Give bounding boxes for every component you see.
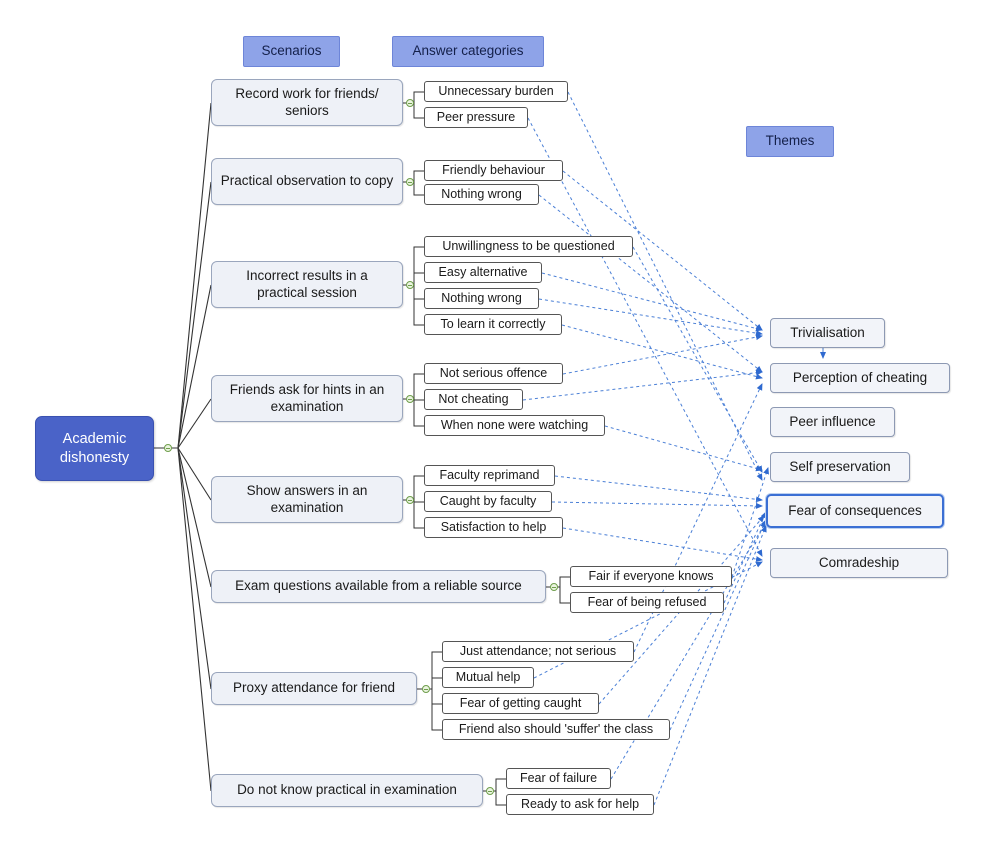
- answer-node[interactable]: Caught by faculty: [424, 491, 552, 512]
- answer-node[interactable]: When none were watching: [424, 415, 605, 436]
- answer-node[interactable]: Friendly behaviour: [424, 160, 563, 181]
- answer-node[interactable]: Satisfaction to help: [424, 517, 563, 538]
- answer-node[interactable]: Unwillingness to be questioned: [424, 236, 633, 257]
- scenario-node[interactable]: Exam questions available from a reliable source: [211, 570, 546, 603]
- theme-node[interactable]: Peer influence: [770, 407, 895, 437]
- collapse-dot-scenario-7[interactable]: [422, 685, 430, 693]
- answer-node[interactable]: Fear of getting caught: [442, 693, 599, 714]
- theme-node[interactable]: Perception of cheating: [770, 363, 950, 393]
- theme-node[interactable]: Comradeship: [770, 548, 948, 578]
- root-node-academic-dishonesty[interactable]: Academic dishonesty: [35, 416, 154, 481]
- answer-node[interactable]: Not cheating: [424, 389, 523, 410]
- collapse-dot-scenario-8[interactable]: [486, 787, 494, 795]
- answer-node[interactable]: Unnecessary burden: [424, 81, 568, 102]
- theme-node-selected[interactable]: Fear of consequences: [766, 494, 944, 528]
- scenario-node[interactable]: Do not know practical in examination: [211, 774, 483, 807]
- answer-node[interactable]: Fear of failure: [506, 768, 611, 789]
- answer-node[interactable]: To learn it correctly: [424, 314, 562, 335]
- collapse-dot-scenario-1[interactable]: [406, 99, 414, 107]
- answer-node[interactable]: Just attendance; not serious: [442, 641, 634, 662]
- collapse-dot-scenario-2[interactable]: [406, 178, 414, 186]
- answer-node[interactable]: Easy alternative: [424, 262, 542, 283]
- answer-node[interactable]: Not serious offence: [424, 363, 563, 384]
- collapse-dot-root[interactable]: [164, 444, 172, 452]
- answer-node[interactable]: Mutual help: [442, 667, 534, 688]
- answer-node[interactable]: Ready to ask for help: [506, 794, 654, 815]
- scenario-node[interactable]: Proxy attendance for friend: [211, 672, 417, 705]
- scenario-node[interactable]: Record work for friends/ seniors: [211, 79, 403, 126]
- answer-node[interactable]: Friend also should 'suffer' the class: [442, 719, 670, 740]
- legend-chip-themes: Themes: [746, 126, 834, 157]
- collapse-dot-scenario-6[interactable]: [550, 583, 558, 591]
- legend-chip-scenarios: Scenarios: [243, 36, 340, 67]
- scenario-node[interactable]: Friends ask for hints in an examination: [211, 375, 403, 422]
- collapse-dot-scenario-4[interactable]: [406, 395, 414, 403]
- scenario-node[interactable]: Incorrect results in a practical session: [211, 261, 403, 308]
- theme-node[interactable]: Self preservation: [770, 452, 910, 482]
- answer-node[interactable]: Nothing wrong: [424, 184, 539, 205]
- collapse-dot-scenario-3[interactable]: [406, 281, 414, 289]
- answer-node[interactable]: Nothing wrong: [424, 288, 539, 309]
- legend-chip-answer-categories: Answer categories: [392, 36, 544, 67]
- collapse-dot-scenario-5[interactable]: [406, 496, 414, 504]
- answer-node[interactable]: Fear of being refused: [570, 592, 724, 613]
- scenario-node[interactable]: Show answers in an examination: [211, 476, 403, 523]
- scenario-node[interactable]: Practical observation to copy: [211, 158, 403, 205]
- theme-node[interactable]: Trivialisation: [770, 318, 885, 348]
- answer-node[interactable]: Fair if everyone knows: [570, 566, 732, 587]
- answer-node[interactable]: Peer pressure: [424, 107, 528, 128]
- answer-node[interactable]: Faculty reprimand: [424, 465, 555, 486]
